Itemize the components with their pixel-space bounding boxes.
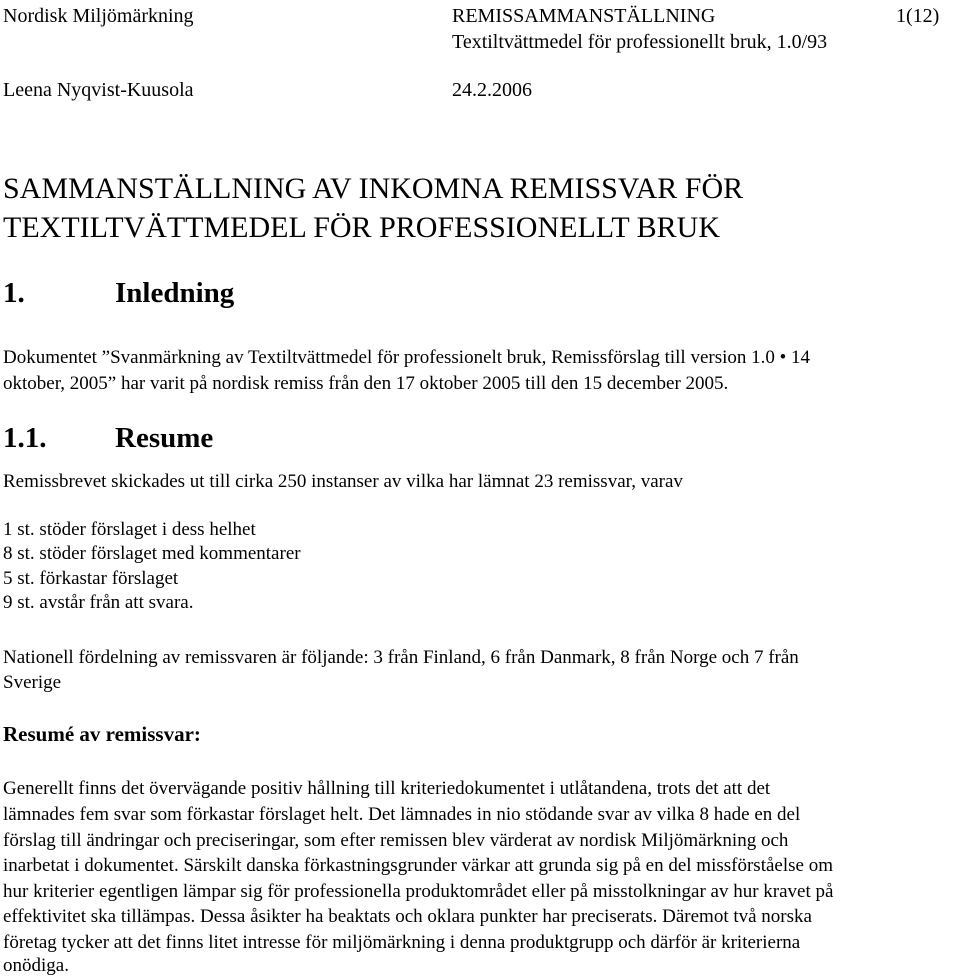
list-item: 5 st. förkastar förslaget: [3, 568, 179, 589]
document-title-line-1: SAMMANSTÄLLNING AV INKOMNA REMISSVAR FÖR: [3, 172, 744, 205]
document-title-line-2: TEXTILTVÄTTMEDEL FÖR PROFESSIONELLT BRUK: [3, 211, 720, 244]
section-1-paragraph-line-1: Dokumentet ”Svanmärkning av Textiltvättmedel för professionelt bruk, Remissförslag till version 1.0 • 14: [3, 347, 811, 368]
header-document-type: REMISSAMMANSTÄLLNING: [452, 5, 716, 27]
section-1-heading: Inledning: [115, 277, 235, 309]
summary-line: onödiga.: [3, 955, 69, 976]
summary-heading: Resumé av remissvar:: [3, 722, 201, 746]
resume-intro: Remissbrevet skickades ut till cirka 250 instanser av vilka har lämnat 23 remissvar, varav: [3, 471, 683, 492]
summary-line: effektivitet ska tillämpas. Dessa åsikter ha beaktats och oklara punkter har preciserats. Däremot två norska: [3, 906, 812, 927]
header-date: 24.2.2006: [452, 79, 532, 101]
summary-line: företag tycker att det finns litet intresse för miljömärkning i denna produktgrupp och därför är kriterierna: [3, 932, 801, 953]
header-author: Leena Nyqvist-Kuusola: [3, 79, 194, 101]
list-item: 1 st. stöder förslaget i dess helhet: [3, 519, 256, 540]
header-organization: Nordisk Miljömärkning: [3, 5, 194, 27]
summary-line: förslag till ändringar och preciseringar, som efter remissen blev värderat av nordisk Miljömärkning och: [3, 830, 789, 851]
summary-line: hur kriterier egentligen lämpar sig för professionella produktområdet eller på misstolkningar av hur kravet på: [3, 881, 834, 902]
header-subtitle: Textiltvättmedel för professionellt bruk, 1.0/93: [452, 31, 828, 53]
header-page-number: 1(12): [896, 5, 940, 27]
section-1-number: 1.: [3, 277, 25, 309]
section-1-1-heading: Resume: [115, 422, 214, 454]
summary-line: lämnades fem svar som förkastar förslaget helt. Det lämnades in nio stödande svar av vilka 8 hade en del: [3, 804, 801, 825]
list-item: 8 st. stöder förslaget med kommentarer: [3, 543, 301, 564]
national-distribution-line-1: Nationell fördelning av remissvaren är följande: 3 från Finland, 6 från Danmark, 8 från Norge och 7 från: [3, 647, 799, 668]
section-1-paragraph-line-2: oktober, 2005” har varit på nordisk remiss från den 17 oktober 2005 till den 15 december 2005.: [3, 373, 729, 394]
list-item: 9 st. avstår från att svara.: [3, 592, 194, 613]
national-distribution-line-2: Sverige: [3, 672, 62, 693]
summary-line: Generellt finns det övervägande positiv hållning till kriteriedokumentet i utlåtandena, trots det att det: [3, 778, 771, 799]
section-1-1-number: 1.1.: [3, 422, 47, 454]
summary-line: inarbetat i dokumentet. Särskilt danska förkastningsgrunder värkar att grunda sig på en del missförståelse om: [3, 855, 833, 876]
